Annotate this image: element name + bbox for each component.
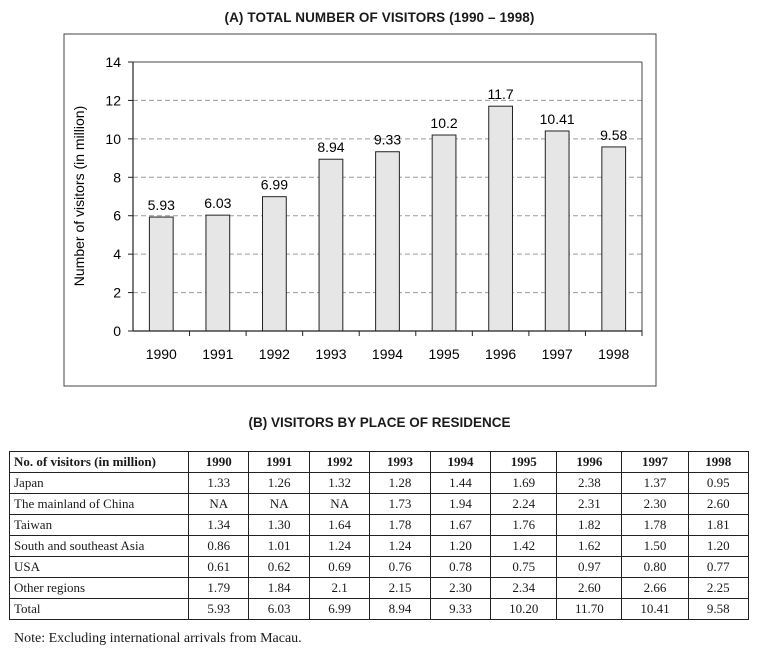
table-cell: 9.33 (430, 599, 490, 620)
table-cell: 0.78 (430, 557, 490, 578)
table-cell: 1.44 (430, 473, 490, 494)
table-cell: 2.34 (491, 578, 557, 599)
table-cell: 1.37 (622, 473, 688, 494)
table-row (10, 536, 749, 557)
table-header-cell: No. of visitors (in million) (10, 452, 189, 473)
table-cell: 1.76 (491, 515, 557, 536)
x-tick-label: 1992 (258, 346, 290, 362)
table-header-cell: 1995 (491, 452, 557, 473)
table-cell: 0.77 (688, 557, 748, 578)
table-row (10, 494, 749, 515)
table-header-cell: 1990 (189, 452, 249, 473)
bar (602, 147, 626, 331)
table-cell: 0.61 (189, 557, 249, 578)
table-cell: 2.60 (688, 494, 748, 515)
table-cell: 9.58 (688, 599, 748, 620)
bar-data-label: 6.03 (204, 195, 232, 212)
table-note: Note: Excluding international arrivals from Macau. (14, 631, 302, 646)
x-tick-label: 1993 (315, 346, 347, 362)
y-tick-label: 12 (105, 92, 121, 109)
table-cell: 1.24 (309, 536, 369, 557)
table-cell: 1.34 (189, 515, 249, 536)
table-cell: 2.38 (557, 473, 622, 494)
chart-a-title: (A) TOTAL NUMBER OF VISITORS (1990 – 1998) (224, 10, 535, 25)
table-header-cell: 1996 (557, 452, 622, 473)
table-cell: 1.33 (189, 473, 249, 494)
table-cell: 1.30 (249, 515, 309, 536)
table-row-label: Total (10, 599, 189, 620)
table-cell: 1.32 (309, 473, 369, 494)
bar-data-label: 5.93 (147, 197, 175, 214)
table-cell: 6.99 (309, 599, 369, 620)
table-header-row (10, 452, 749, 473)
table-cell: 11.70 (557, 599, 622, 620)
table-cell: 1.26 (249, 473, 309, 494)
table-cell: 1.69 (491, 473, 557, 494)
table-cell: 2.31 (557, 494, 622, 515)
table-cell: 2.25 (688, 578, 748, 599)
table-cell: 1.79 (189, 578, 249, 599)
table-cell: 2.60 (557, 578, 622, 599)
table-cell: 1.64 (309, 515, 369, 536)
bar (432, 135, 456, 331)
x-tick-label: 1996 (485, 346, 517, 362)
bar (263, 197, 287, 331)
x-tick-label: 1994 (371, 346, 404, 362)
x-tick-label: 1995 (428, 346, 460, 362)
table-row-label: Other regions (10, 578, 189, 599)
table-row-label: USA (10, 557, 189, 578)
table-row (10, 578, 749, 599)
y-tick-label: 10 (105, 130, 121, 147)
table-cell: 1.73 (370, 494, 430, 515)
table-cell: 6.03 (249, 599, 309, 620)
bar-data-label: 9.33 (373, 131, 402, 148)
bar (489, 106, 513, 331)
bar-data-label: 6.99 (260, 176, 289, 193)
table-cell: 1.81 (688, 515, 748, 536)
bar-data-label: 10.41 (539, 110, 575, 127)
table-row-label: Taiwan (10, 515, 189, 536)
table-cell: 1.28 (370, 473, 430, 494)
table-cell: 2.30 (622, 494, 688, 515)
table-row-label: Japan (10, 473, 189, 494)
visitors-by-residence-table (9, 451, 749, 620)
table-cell: 0.95 (688, 473, 748, 494)
table-header-cell: 1991 (249, 452, 309, 473)
table-cell: 1.01 (249, 536, 309, 557)
y-tick-label: 0 (113, 323, 121, 339)
table-cell: 1.42 (491, 536, 557, 557)
bar-data-label: 10.2 (430, 115, 458, 132)
table-header-cell: 1993 (370, 452, 430, 473)
table-cell: 0.76 (370, 557, 430, 578)
table-header-cell: 1997 (622, 452, 688, 473)
table-cell: 1.84 (249, 578, 309, 599)
table-cell: 1.82 (557, 515, 622, 536)
bar (545, 131, 569, 331)
table-cell: 1.78 (370, 515, 430, 536)
table-cell: 2.66 (622, 578, 688, 599)
table-row-label: The mainland of China (10, 494, 189, 515)
bar (319, 159, 343, 331)
table-cell: 0.62 (249, 557, 309, 578)
table-cell: NA (249, 494, 309, 515)
table-row (10, 599, 749, 620)
bar (149, 217, 173, 331)
x-tick-label: 1998 (598, 346, 630, 362)
table-cell: 2.15 (370, 578, 430, 599)
y-tick-label: 6 (113, 207, 121, 224)
table-header-cell: 1998 (688, 452, 748, 473)
table-cell: 2.1 (309, 578, 369, 599)
x-tick-label: 1991 (202, 346, 234, 362)
table-cell: 2.24 (491, 494, 557, 515)
y-tick-label: 4 (113, 246, 121, 263)
table-cell: 0.86 (189, 536, 249, 557)
table-row-label: South and southeast Asia (10, 536, 189, 557)
table-cell: 1.94 (430, 494, 490, 515)
table-header-cell: 1994 (430, 452, 490, 473)
table-cell: 1.50 (622, 536, 688, 557)
table-cell: NA (189, 494, 249, 515)
table-row (10, 515, 749, 536)
table-cell: NA (309, 494, 369, 515)
table-cell: 0.80 (622, 557, 688, 578)
table-cell: 0.75 (491, 557, 557, 578)
table-row (10, 473, 749, 494)
table-cell: 1.78 (622, 515, 688, 536)
bar (376, 152, 400, 331)
table-cell: 2.30 (430, 578, 490, 599)
y-tick-label: 2 (113, 284, 121, 301)
table-cell: 1.24 (370, 536, 430, 557)
table-cell: 10.41 (622, 599, 688, 620)
y-axis-label: Number of visitors (in million) (71, 105, 87, 287)
table-cell: 1.62 (557, 536, 622, 557)
table-b-title: (B) VISITORS BY PLACE OF RESIDENCE (248, 415, 511, 430)
table-cell: 1.20 (430, 536, 490, 557)
table-cell: 0.69 (309, 557, 369, 578)
table-cell: 8.94 (370, 599, 430, 620)
table-header-cell: 1992 (309, 452, 369, 473)
x-tick-label: 1997 (541, 346, 573, 362)
table-row (10, 557, 749, 578)
table-cell: 1.20 (688, 536, 748, 557)
y-tick-label: 8 (113, 169, 121, 186)
table-cell: 0.97 (557, 557, 622, 578)
bar-data-label: 11.7 (487, 86, 514, 103)
table-cell: 1.67 (430, 515, 490, 536)
y-tick-label: 14 (105, 54, 121, 70)
table-cell: 5.93 (189, 599, 249, 620)
table-cell: 10.20 (491, 599, 557, 620)
bar-data-label: 8.94 (317, 139, 345, 156)
bar-data-label: 9.58 (600, 126, 628, 143)
bar (206, 215, 230, 331)
x-tick-label: 1990 (145, 346, 177, 362)
